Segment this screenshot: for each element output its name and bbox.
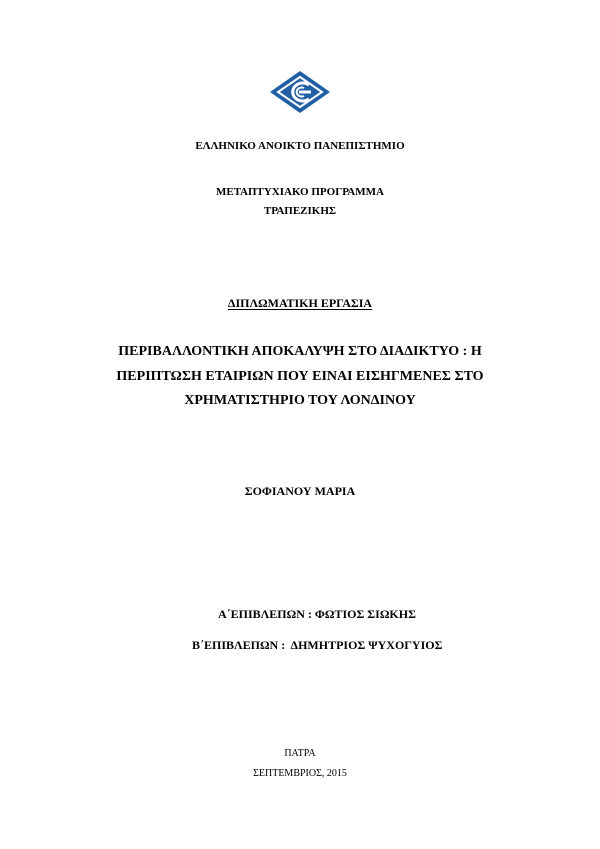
date: ΣΕΠΤΕΜΒΡΙΟΣ, 2015 bbox=[253, 768, 347, 779]
title-line-1: ΠΕΡΙΒΑΛΛΟΝΤΙΚΗ ΑΠΟΚΑΛΥΨΗ ΣΤΟ ΔΙΑΔΙΚΤΥΟ : Η bbox=[118, 344, 482, 359]
first-supervisor: Α΄ΕΠΙΒΛΕΠΩΝ : ΦΩΤΙΟΣ ΣΙΩΚΗΣ bbox=[218, 607, 416, 621]
title-line-3: ΧΡΗΜΑΤΙΣΤΗΡΙΟ ΤΟΥ ΛΟΝΔΙΝΟΥ bbox=[184, 393, 416, 408]
thesis-type: ΔΙΠΛΩΜΑΤΙΚΗ ΕΡΓΑΣΙΑ bbox=[227, 296, 373, 310]
university-seal-icon bbox=[269, 70, 331, 114]
place: ΠΑΤΡΑ bbox=[284, 748, 316, 759]
university-name: ΕΛΛΗΝΙΚΟ ΑΝΟΙΚΤΟ ΠΑΝΕΠΙΣΤΗΜΙΟ bbox=[195, 140, 405, 152]
title-line-2: ΠΕΡΙΠΤΩΣΗ ΕΤΑΙΡΙΩΝ ΠΟΥ ΕΙΝΑΙ ΕΙΣΗΓΜΕΝΕΣ ΣΤΟ bbox=[116, 369, 484, 384]
program-name: ΜΕΤΑΠΤΥΧΙΑΚΟ ΠΡΟΓΡΑΜΜΑ bbox=[216, 186, 384, 198]
author-name: ΣΟΦΙΑΝΟΥ ΜΑΡΙΑ bbox=[244, 484, 356, 498]
program-subject: ΤΡΑΠΕΖΙΚΗΣ bbox=[263, 205, 337, 217]
second-supervisor: Β΄ΕΠΙΒΛΕΠΩΝ : ΔΗΜΗΤΡΙΟΣ ΨΥΧΟΓΥΙΟΣ bbox=[192, 638, 443, 652]
